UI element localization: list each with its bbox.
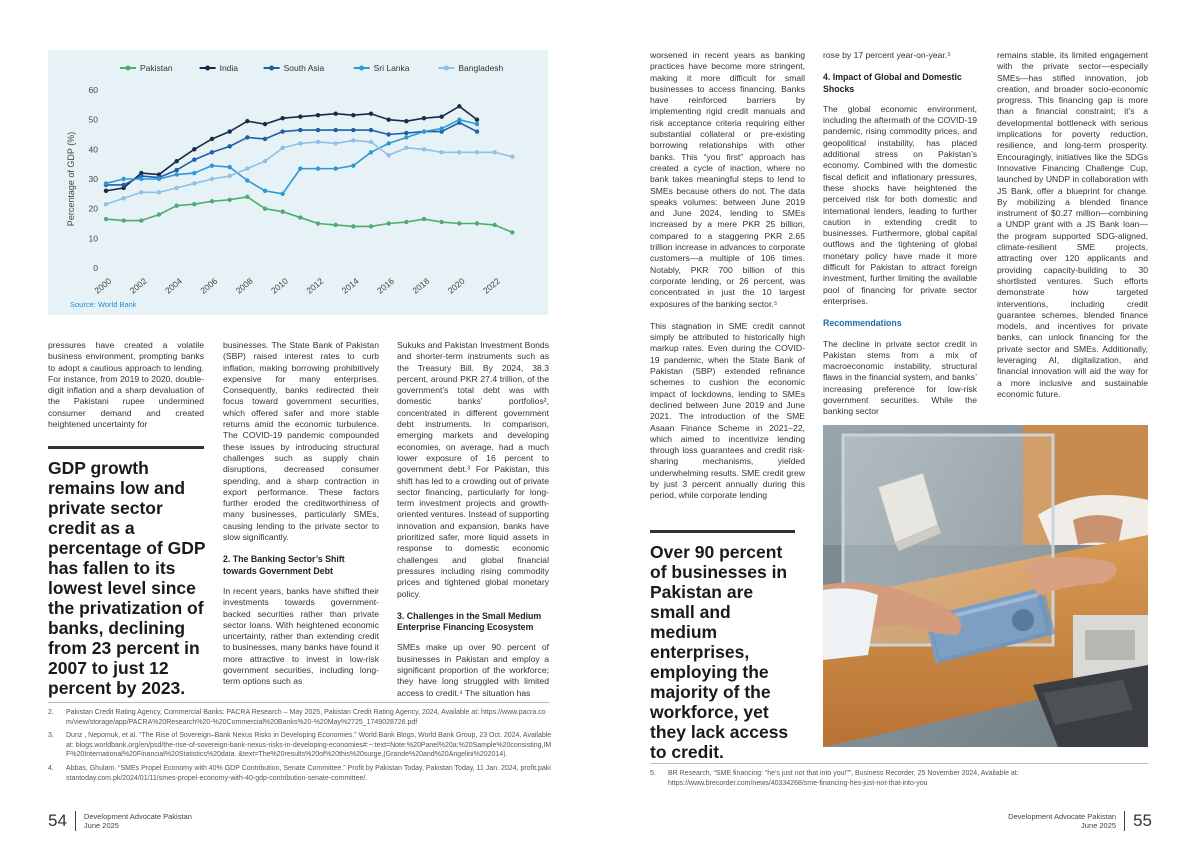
left-folio [48,811,192,831]
data-point [333,223,337,227]
data-point [227,165,231,169]
folio-divider [75,811,76,831]
right-col2-heading: 4. Impact of Global and Domestic Shocks [823,72,962,94]
data-point [457,221,461,225]
data-point [263,206,267,210]
legend-marker [359,66,364,71]
data-point [298,141,302,145]
data-point [280,116,284,120]
data-point [369,224,373,228]
data-point [157,190,161,194]
left-col2-p1: businesses. The State Bank of Pakistan (SBP) raised interest rates to curb inflation, making borrowing prohibitively expensive for many enterprises. Consequently, banks redirected their focus toward government securities, which offered safer and more stable returns amid the economic turbulence. The COVID-19 pandemic compounded these issues by introducing structural challenges such as supply chain disruptions, decreased consumer spending, and a sharp contraction in export performance. These factors further eroded the creditworthiness of many businesses, particularly SMEs, causing lending to the private sector to slow significantly. [223,340,379,543]
data-point [333,128,337,132]
data-point [210,137,214,141]
data-point [492,223,496,227]
right-folio [1008,811,1152,831]
data-point [475,122,479,126]
footnote-item [48,708,553,727]
folio-title: Development Advocate Pakistan [83,811,192,821]
folio-date: June 2025 [83,821,119,830]
right-col2-p0: rose by 17 percent year-on-year.⁵ [823,50,951,60]
data-point [210,163,214,167]
data-point [386,117,390,121]
data-point [475,221,479,225]
footnote-number: 3. [48,732,54,740]
right-col1-p1: worsened in recent years as banking practices have become more stringent, making it more difficult for small businesses to access financing. Banks have reinforced barriers by implementing rigid credit manuals and risk acceptance criteria requiring either substantial collateral or pre-existing borrowing relationships with other banks. This “you first” approach has created a cycle of inaction, where no bank takes meaningful steps to lend to SMEs because others do not. The data speaks volumes: between June 2019 and June 2024, lending to SMEs increased by a mere PKR 25 billion, compared to a staggering PKR 2.65 trillion increase in advances to corporate customers—a multiple of 106 times. Notably, PKR 700 billion of this corporate lending, or 26 percent, was concentrated in just the 10 largest exposures of the banking sector.⁵ [650,50,805,309]
y-tick-label: 40 [88,144,98,155]
data-point [174,168,178,172]
right-col2-p2: The decline in private sector credit in Pakistan stems from a mix of macroeconomic instability, structural flaws in the financial system, and banks’ increasing preference for low-risk government securities. While the banking sector [823,338,977,417]
data-point [139,190,143,194]
left-footnotes [48,708,553,787]
data-point [386,141,390,145]
left-col3-p2: SMEs make up over 90 percent of businesses in Pakistan and employ a significant proportion of the workforce; they have long struggled with limited access to credit.⁴ The situation has [397,642,549,698]
left-pull-rule [48,446,204,449]
footnote-text: Dunz , Nepomuk, et al. “The Rise of Sovereign–Bank Nexus Risks in Developing Economies.” World Bank Blogs, World Bank Group, 23 Oct. 2024, Available at: blogs.worldbank.org/en/psd/the-rise-of-sovereign-bank-nexus-risks-in-developing-economies#:~:text=Note:%20Panel%20a:%20Sample%20consisting,IMF%20International%20Financial%20Statistics%20data. &text=The%20results%20of%20this%20surge,(Grande%20and%20Angelini%202014). [66,732,552,759]
right-col-3 [997,50,1148,411]
data-point [369,128,373,132]
data-point [316,140,320,144]
right-footnote-rule [650,763,1148,764]
data-point [192,181,196,185]
chart-svg [48,50,548,315]
data-point [369,112,373,116]
right-pull-rule [650,530,795,533]
data-point [475,129,479,133]
data-point [351,138,355,142]
data-point [263,137,267,141]
x-tick-label: 2016 [375,275,396,296]
footnote-item [48,764,553,783]
data-point [404,131,408,135]
data-point [227,174,231,178]
data-point [245,135,249,139]
legend-label: India [219,63,239,73]
x-tick-label: 2018 [410,275,432,296]
data-point [280,146,284,150]
left-col3-heading: 3. Challenges in the Small Medium Enterprise Financing Ecosystem [397,610,542,633]
data-point [104,202,108,206]
legend-marker [269,66,274,71]
data-point [157,212,161,216]
left-col-3 [397,340,549,710]
data-point [245,119,249,123]
data-point [174,204,178,208]
data-point [422,129,426,133]
series-line-bangladesh [106,140,512,204]
data-point [457,150,461,154]
left-col-2 [223,340,379,699]
right-footnotes [650,769,1130,792]
footnote-text: BR Research, “SME financing: “he’s just not that into you!””, Business Recorder, 25 November 2024, Available at: https://www.brecorder.com/news/40334268/sme-financing-hes-just-not-that-into-you [668,770,1019,787]
data-point [422,116,426,120]
data-point [192,147,196,151]
y-axis-label: Percentage of GDP (%) [66,131,76,227]
legend-marker [205,66,210,71]
data-point [457,104,461,108]
data-point [386,132,390,136]
legend-label: Sri Lanka [373,63,410,73]
data-point [439,115,443,119]
data-point [457,117,461,121]
footnote-number: 5. [650,770,656,777]
data-point [104,217,108,221]
data-point [263,159,267,163]
data-point [121,196,125,200]
data-point [316,113,320,117]
data-point [351,128,355,132]
right-col2-p1: The global economic environment, including the aftermath of the COVID-19 pandemic, rising commodity prices, and geopolitical instability, has placed additional stress on Pakistan’s economy. Combined with the domestic fiscal deficit and inflationary pressures, these shocks have heightened the perceived risk for both domestic and international lenders, leading to further caution in extending credit to businesses. Furthermore, global capital outflows and the tightening of global monetary policy have made it more difficult for Pakistan to attract foreign investment, further limiting the available pool of financing for private sector enterprises. [823,103,977,306]
data-point [439,126,443,130]
data-point [104,189,108,193]
folio-meta [84,812,192,831]
data-point [316,128,320,132]
data-point [333,141,337,145]
data-point [192,202,196,206]
left-pull-quote: GDP growth remains low and private sector credit as a percentage of GDP has fallen to its lowest level since the privatization of banks, declining from 23 percent in 2007 to just 12 percent by 2023. [48,458,206,698]
data-point [404,146,408,150]
data-point [369,150,373,154]
data-point [298,128,302,132]
footnote-number: 4. [48,764,54,772]
data-point [139,218,143,222]
legend-label: Pakistan [140,63,173,73]
x-tick-label: 2000 [92,275,114,296]
footnote-text: Abbas, Ghulam. “SMEs Propel Economy with 40% GDP Contribution, Senate Committee.” Profit by Pakistan Today, Pakistan Today, 11 Jan. 2024, profit.pakistantoday.com.pk/2024/01/11/smes-propel-economy-with-40-gdp-contribution-senate-committee/. [66,764,551,782]
x-tick-label: 2014 [339,275,361,296]
right-pull-quote: Over 90 percent of businesses in Pakistan are small and medium enterprises, employing the majority of the workforce, yet they lack access to credit. [650,542,789,762]
folio-divider [1124,811,1125,831]
legend-label: Bangladesh [458,63,504,73]
data-point [174,186,178,190]
data-point [333,112,337,116]
bank-counter-photo [823,425,1148,747]
x-tick-label: 2022 [481,275,502,296]
left-col2-p2: In recent years, banks have shifted their investments towards government-backed securities rather than private sector loans. With heightened economic uncertainty, rather than extending credit to businesses, many banks have found it more attractive to invest in low-risk government securities, including long-term options such as [223,585,379,687]
footnote-item [650,769,1130,788]
x-tick-label: 2002 [127,275,149,296]
data-point [422,147,426,151]
chart-source: Source: World Bank [70,300,137,309]
data-point [104,181,108,185]
left-col-1 [48,340,204,441]
recommendations-heading: Recommendations [823,318,902,329]
series-line-pakistan [106,197,512,233]
data-point [192,171,196,175]
data-point [174,159,178,163]
data-point [386,221,390,225]
data-point [422,217,426,221]
y-tick-label: 0 [93,263,98,273]
y-tick-label: 30 [88,174,98,184]
data-point [298,115,302,119]
data-point [245,195,249,199]
left-col2-heading: 2. The Banking Sector’s Shift towards Government Debt [223,554,345,576]
data-point [510,155,514,159]
left-col3-p1: Sukuks and Pakistan Investment Bonds and shorter-term instruments such as the Treasury Bill. By 2024, 38.3 percent, around PKR 27.4 trillion, of the government’s total debt was with domestic banks’ portfolios², concentrated in different government debt instruments. In comparison, emerging markets and developing economies, on average, had a much lower exposure of 16 percent to government debt.³ For Pakistan, this shift has led to a crowding out of private sector financing, particularly for long-term investment projects and growth-oriented ventures. Instead of supporting innovation and expansion, banks have prioritized safer, more liquid assets in response to domestic economic challenges and global financial pressures including rising commodity prices and tightened global monetary policy. [397,340,549,599]
data-point [121,218,125,222]
legend-marker [444,66,449,71]
x-tick-label: 2010 [269,275,290,296]
data-point [404,220,408,224]
y-tick-label: 60 [88,85,98,95]
data-point [439,220,443,224]
data-point [404,135,408,139]
data-point [492,150,496,154]
x-tick-label: 2020 [445,275,467,296]
footnote-number: 2. [48,709,54,716]
data-point [351,163,355,167]
folio-date: June 2025 [1081,821,1117,830]
data-point [475,117,479,121]
data-point [316,166,320,170]
x-tick-label: 2008 [233,275,255,296]
legend-marker [126,66,131,71]
footnote-text: Pakistan Credit Rating Agency, Commercial Banks: PACRA Research – May 2025, Pakistan Credit Rating Agency, 2024, Available at: https://www.pacra.com/view/storage/app/PACRA%20Research%20-%20Commercial%20Banks%20-%20May%2725_1749028726.pdf [66,709,546,726]
gdp-credit-chart [48,50,548,315]
right-col-1 [650,50,805,513]
data-point [351,113,355,117]
data-point [351,224,355,228]
left-footnote-rule [48,702,550,703]
data-point [245,166,249,170]
page-number: 55 [1133,811,1152,830]
x-tick-label: 2004 [163,275,184,296]
y-tick-label: 20 [88,203,98,214]
data-point [280,192,284,196]
data-point [280,129,284,133]
data-point [316,221,320,225]
right-col3-p1: remains stable, its limited engagement with the private sector—especially SMEs—has stifled innovation, job creation, and broader socio-economic progress. This financing gap is more than a financial constraint; it’s a developmental bottleneck with serious implications for poverty reduction, resilience, and long-term prosperity. Encouragingly, initiatives like the SDGs Innovative Financing Challenge Cup, launched by UNDP in collaboration with JS Bank, offer a blueprint for change. By mobilizing a blended finance instrument of $0.27 million—combining a UNDP grant with a JS Bank loan—the program supported SDG-aligned, climate-resilient SME projects, attracting over 120 applicants and providing capacity-building to 30 shortlisted ventures. Such efforts demonstrate how targeted interventions, including credit guarantee schemes, blended finance models, and incentives for private banks, can unlock financing for the private sector and SMEs. Additionally, leveraging AI, digitalization, and financial innovation will aid the way for a more inclusive and sustainable economic future. [997,50,1148,399]
folio-title: Development Advocate Pakistan [1008,811,1117,821]
data-point [333,166,337,170]
data-point [439,150,443,154]
data-point [121,183,125,187]
data-point [157,177,161,181]
data-point [174,172,178,176]
data-point [475,150,479,154]
data-point [298,166,302,170]
data-point [263,122,267,126]
folio-meta [1008,812,1116,831]
data-point [404,119,408,123]
x-tick-label: 2006 [198,275,220,296]
data-point [369,140,373,144]
right-col1-p2: This stagnation in SME credit cannot simply be attributed to historically high markup rates. Even during the COVID-19 pandemic, when the State Bank of Pakistan (SBP) extended refinance schemes to cushion the economic impact of lockdowns, lending to SMEs declined between June 2019 and June 2021. The introduction of the SME Asaan Finance Scheme in 2021–22, which aimed to incentivize lending through loss guarantees and credit risk-sharing mechanisms, yielded underwhelming results. SME credit grew by just 3 percent annually during this period, while corporate lending [650,320,805,501]
data-point [245,178,249,182]
page-number: 54 [48,811,67,830]
x-tick-label: 2012 [304,275,326,296]
data-point [510,230,514,234]
data-point [263,189,267,193]
right-page [600,0,1200,849]
data-point [298,215,302,219]
left-col1-text: pressures have created a volatile business environment, prompting banks to adopt a cautious approach to lending. For instance, from 2019 to 2020, double-digit inflation and a sharp devaluation of the Pakistani rupee undermined consumer demand and created heightened uncertainty for [48,340,204,430]
y-tick-label: 50 [88,114,98,125]
data-point [227,144,231,148]
data-point [121,177,125,181]
data-point [192,158,196,162]
data-point [210,177,214,181]
legend-label: South Asia [283,63,325,73]
data-point [227,198,231,202]
data-point [280,209,284,213]
footnote-item [48,731,553,760]
data-point [386,153,390,157]
bank-counter-illustration [823,425,1148,747]
data-point [210,150,214,154]
data-point [227,129,231,133]
y-tick-label: 10 [88,233,98,244]
data-point [210,199,214,203]
data-point [139,177,143,181]
right-col-2 [823,50,977,429]
